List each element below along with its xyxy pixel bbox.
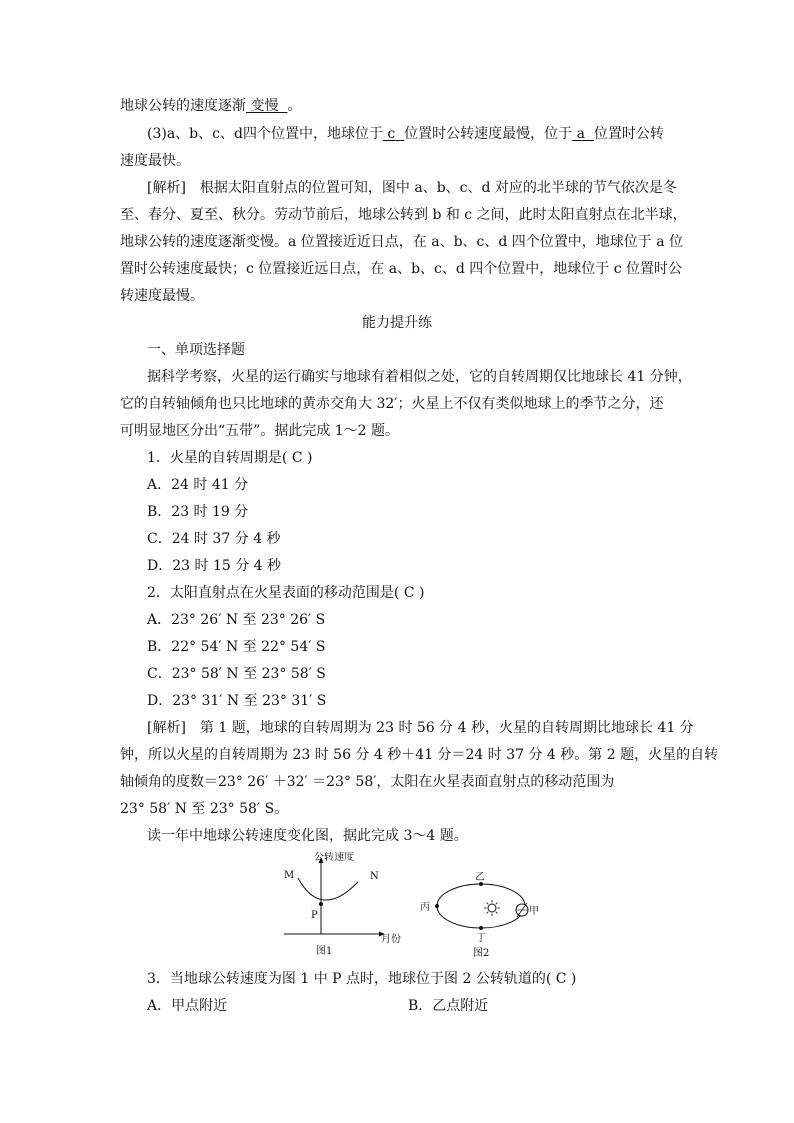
label-jia: 甲 [529, 906, 539, 917]
sub-question-3-cont: 速度最快。 [120, 153, 190, 169]
answer-line-1 [120, 96, 301, 116]
answer-text: 地球公转的速度逐渐 [120, 98, 246, 114]
sub-question-3: (3)a、b、c、d四个位置中，地球位于 c 位置时公转速度最慢，位于 a 位置时公转 [147, 126, 664, 142]
reading-prompt: 读一年中地球公转速度变化图，据此完成 3～4 题。 [147, 828, 468, 844]
label-n: N [370, 871, 379, 882]
question-2-option: D．23° 31′ N 至 23° 31′ S [147, 693, 327, 709]
question-3-option-a: A．甲点附近 [147, 998, 228, 1014]
question-1-option: C．24 时 37 分 4 秒 [147, 531, 281, 547]
question-1-option: D．23 时 15 分 4 秒 [147, 558, 282, 574]
label-m: M [284, 870, 295, 881]
question-2-option: C．23° 58′ N 至 23° 58′ S [147, 666, 326, 682]
fig1-xlabel: 月份 [381, 934, 401, 945]
blank-slowest: c [387, 126, 396, 142]
question-1-option: A．24 时 41 分 [147, 477, 249, 493]
analysis-1-line: [解析] 根据太阳直射点的位置可知，图中 a、b、c、d 对应的北半球的节气依次是冬 [147, 180, 677, 196]
fig1-ylabel: 公转速度 [314, 852, 354, 863]
analysis-1-line: 至、春分、夏至、秋分。劳动节前后，地球公转到 b 和 c 之间，此时太阳直射点在北半球， [120, 207, 687, 223]
intro-line: 据科学考察，火星的运行确实与地球有着相似之处，它的自转周期仅比地球长 41 分钟， [147, 369, 692, 385]
question-3-option-b: B．乙点附近 [408, 998, 489, 1014]
sub-title: 一、单项选择题 [147, 342, 245, 358]
label-ding: 丁 [476, 933, 486, 944]
intro-line: 可明显地区分出“五带”。据此完成 1～2 题。 [120, 423, 400, 439]
fig1-caption: 图1 [316, 946, 333, 957]
label-yi: 乙 [475, 872, 485, 883]
earth-icon [516, 903, 528, 917]
answer-end: 。 [287, 98, 302, 114]
point-ding [479, 926, 483, 930]
analysis-1-line: 置时公转速度最快；c 位置接近远日点，在 a、b、c、d 四个位置中，地球位于 c 位置时公 [120, 261, 683, 277]
question-2-option: A．23° 26′ N 至 23° 26′ S [147, 612, 326, 628]
label-bing: 丙 [420, 902, 430, 913]
intro-line: 它的自转轴倾角也只比地球的黄赤交角大 32′；火星上不仅有类似地球上的季节之分，还 [120, 396, 664, 412]
question-1-option: B．23 时 19 分 [147, 504, 249, 520]
question-3-stem: 3．当地球公转速度为图 1 中 P 点时，地球位于图 2 公转轨道的( C ) [147, 971, 577, 987]
blank-fastest: a [576, 126, 585, 142]
section-title: 能力提升练 [362, 315, 432, 331]
speed-curve [298, 878, 358, 900]
analysis-1-line: 地球公转的速度逐渐变慢。a 位置接近近日点，在 a、b、c、d 四个位置中，地球位于 a 位 [120, 234, 684, 250]
figure-2-orbit [418, 868, 550, 960]
analysis-2-line: [解析] 第 1 题，地球的自转周期为 23 时 56 分 4 秒，火星的自转周期比地球长 41 分 [147, 720, 694, 736]
point-p [319, 902, 323, 906]
sun-icon [484, 900, 500, 916]
analysis-2-line: 轴倾角的度数＝23° 26′ ＋32′ ＝23° 58′，太阳在火星表面直射点的移动范围为 [120, 774, 615, 790]
question-2-option: B．22° 54′ N 至 22° 54′ S [147, 639, 326, 655]
question-2-stem: 2．太阳直射点在火星表面的移动范围是( C ) [147, 585, 425, 601]
label-p: P [311, 910, 318, 921]
analysis-2-line: 钟，所以火星的自转周期为 23 时 56 分 4 秒＋41 分＝24 时 37 分 4 秒。第 2 题，火星的自转 [120, 747, 719, 763]
orbit-ellipse [437, 884, 525, 928]
point-bing [435, 904, 439, 908]
analysis-1-line: 转速度最慢。 [120, 288, 204, 304]
figure-1-speed-curve [278, 852, 408, 957]
question-1-stem: 1．火星的自转周期是( C ) [147, 450, 313, 466]
analysis-2-line: 23° 58′ N 至 23° 58′ S。 [120, 801, 289, 817]
answer-blank: 变慢 [250, 98, 279, 114]
fig2-caption: 图2 [473, 948, 490, 959]
